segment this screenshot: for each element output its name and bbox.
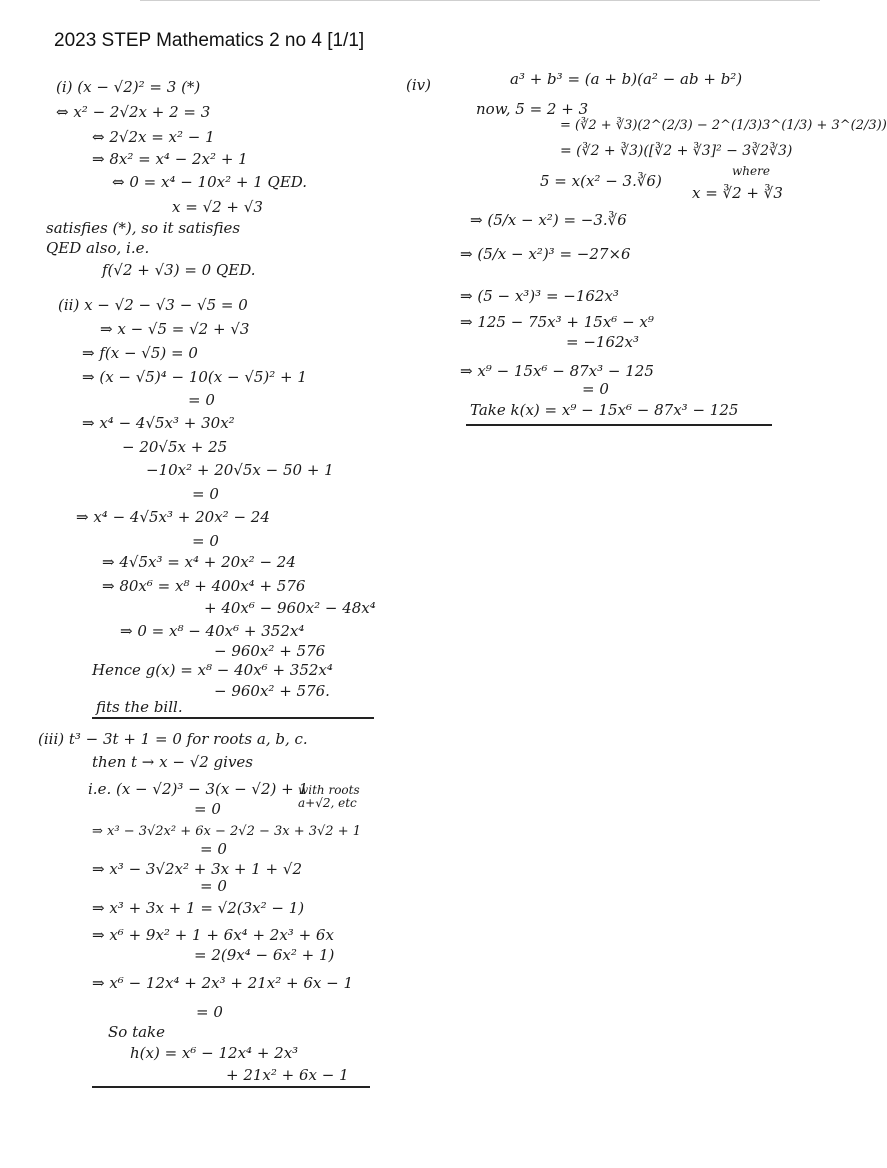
part-iv-line: ⇒ x⁹ − 15x⁶ − 87x³ − 125 <box>460 362 654 380</box>
part-ii-line: − 960x² + 576 <box>214 642 326 660</box>
part-iii-line: = 2(9x⁴ − 6x² + 1) <box>194 946 335 964</box>
part-iv-line: a³ + b³ = (a + b)(a² − ab + b²) <box>510 70 743 88</box>
part-iii-line: then t → x − √2 gives <box>92 753 254 771</box>
part-iii-line: ⇒ x⁶ + 9x² + 1 + 6x⁴ + 2x³ + 6x <box>92 926 334 944</box>
part-i-line: ⇒ 8x² = x⁴ − 2x² + 1 <box>92 150 248 168</box>
part-iv-line: where <box>732 164 770 178</box>
part-ii-line: − 20√5x + 25 <box>122 438 228 456</box>
part-iii-line: a+√2, etc <box>298 796 357 810</box>
part-iii-line: = 0 <box>196 1003 223 1021</box>
part-iii-line: = 0 <box>200 840 227 858</box>
part-ii-line: ⇒ 80x⁶ = x⁸ + 400x⁴ + 576 <box>102 577 306 595</box>
part-iv-line: = 0 <box>582 380 609 398</box>
part-ii-line: = 0 <box>192 485 219 503</box>
part-ii-line: fits the bill. <box>96 698 183 716</box>
part-iv-line: Take k(x) = x⁹ − 15x⁶ − 87x³ − 125 <box>470 401 739 419</box>
part-i-line: (i) (x − √2)² = 3 (*) <box>56 78 201 96</box>
part-i-line: ⇔ 2√2x = x² − 1 <box>92 128 215 146</box>
part-ii-line: + 40x⁶ − 960x² − 48x⁴ <box>204 599 376 617</box>
part-iii-line: (iii) t³ − 3t + 1 = 0 for roots a, b, c. <box>38 730 308 748</box>
part-iii-line: = 0 <box>194 800 221 818</box>
section-divider <box>92 1086 370 1088</box>
part-iv-line: ⇒ 125 − 75x³ + 15x⁶ − x⁹ <box>460 313 654 331</box>
part-i-line: satisfies (*), so it satisfies <box>46 219 241 237</box>
part-ii-line: ⇒ x⁴ − 4√5x³ + 30x² <box>82 414 235 432</box>
page-title: 2023 STEP Mathematics 2 no 4 [1/1] <box>54 30 365 51</box>
part-ii-line: − 960x² + 576. <box>214 682 330 700</box>
part-ii-line: (ii) x − √2 − √3 − √5 = 0 <box>58 296 248 314</box>
part-iii-line: h(x) = x⁶ − 12x⁴ + 2x³ <box>130 1044 299 1062</box>
part-iv-line: = (∛2 + ∛3)(2^(2/3) − 2^(1/3)3^(1/3) + 3^(2/3)) <box>560 118 887 133</box>
part-iv-line: ⇒ (5 − x³)³ = −162x³ <box>460 287 619 305</box>
part-ii-line: ⇒ f(x − √5) = 0 <box>82 344 198 362</box>
part-ii-line: ⇒ (x − √5)⁴ − 10(x − √5)² + 1 <box>82 368 307 386</box>
part-iii-line: with roots <box>298 783 360 797</box>
part-ii-line: = 0 <box>188 391 215 409</box>
part-iv-line: (iv) <box>406 76 431 94</box>
part-i-line: x = √2 + √3 <box>172 198 263 216</box>
part-i-line: ⇔ 0 = x⁴ − 10x² + 1 QED. <box>112 173 308 191</box>
part-i-line: QED also, i.e. <box>46 239 150 257</box>
part-iii-line: ⇒ x³ + 3x + 1 = √2(3x² − 1) <box>92 899 305 917</box>
part-iii-line: ⇒ x³ − 3√2x² + 3x + 1 + √2 <box>92 860 302 878</box>
part-ii-line: ⇒ 4√5x³ = x⁴ + 20x² − 24 <box>102 553 296 571</box>
part-ii-line: ⇒ x − √5 = √2 + √3 <box>100 320 250 338</box>
section-divider <box>466 424 772 426</box>
part-iv-line: = −162x³ <box>566 333 640 351</box>
part-iv-line: x = ∛2 + ∛3 <box>692 184 783 202</box>
part-iii-line: ⇒ x⁶ − 12x⁴ + 2x³ + 21x² + 6x − 1 <box>92 974 354 992</box>
part-i-line: f(√2 + √3) = 0 QED. <box>102 261 256 279</box>
part-iv-line: ⇒ (5/x − x²)³ = −27×6 <box>460 245 631 263</box>
part-iii-line: + 21x² + 6x − 1 <box>226 1066 349 1084</box>
part-iii-line: So take <box>108 1023 166 1041</box>
part-iii-line: i.e. (x − √2)³ − 3(x − √2) + 1 <box>88 780 309 798</box>
part-ii-line: ⇒ 0 = x⁸ − 40x⁶ + 352x⁴ <box>120 622 305 640</box>
part-iv-line: = (∛2 + ∛3)([∛2 + ∛3]² − 3∛2∛3) <box>560 143 793 159</box>
part-ii-line: Hence g(x) = x⁸ − 40x⁶ + 352x⁴ <box>92 661 333 679</box>
part-iv-line: 5 = x(x² − 3.∛6) <box>540 172 662 190</box>
section-divider <box>92 717 374 719</box>
part-iv-line: ⇒ (5/x − x²) = −3.∛6 <box>470 211 627 229</box>
part-iii-line: = 0 <box>200 877 227 895</box>
part-iv-line: now, 5 = 2 + 3 <box>476 100 589 118</box>
part-ii-line: ⇒ x⁴ − 4√5x³ + 20x² − 24 <box>76 508 270 526</box>
part-ii-line: = 0 <box>192 532 219 550</box>
part-iii-line: ⇒ x³ − 3√2x² + 6x − 2√2 − 3x + 3√2 + 1 <box>92 824 362 839</box>
part-i-line: ⇔ x² − 2√2x + 2 = 3 <box>56 103 211 121</box>
part-ii-line: −10x² + 20√5x − 50 + 1 <box>146 461 334 479</box>
scan-edge-line <box>140 0 820 1</box>
